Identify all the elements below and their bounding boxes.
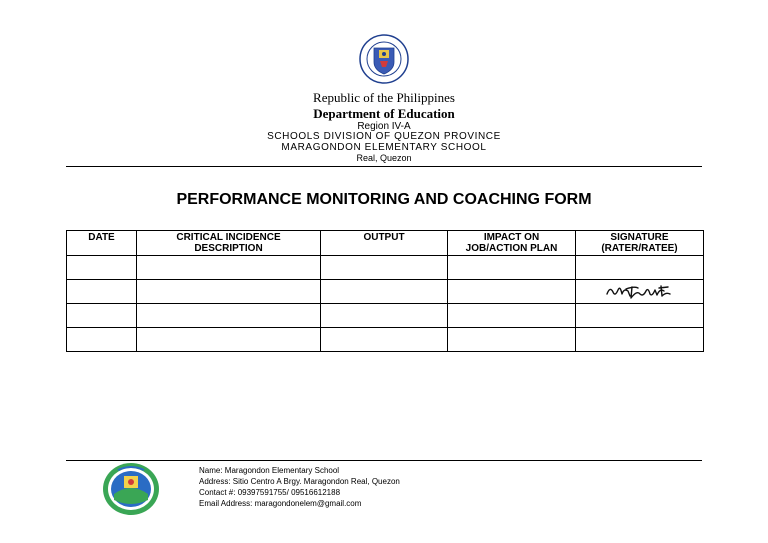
region-label: Region IV-A (357, 121, 411, 132)
deped-seal-logo (359, 34, 409, 84)
table-header-row (67, 231, 704, 256)
school-address-line: Address: Sitio Centro A Brgy. Maragondon Real, Quezon (199, 477, 400, 486)
footer-divider (66, 460, 702, 461)
output-cell[interactable] (321, 256, 448, 280)
date-cell[interactable] (67, 328, 137, 352)
column-header-line: SIGNATURE (610, 232, 669, 243)
column-header-critical-incidence (137, 231, 321, 256)
monitoring-table (66, 230, 704, 352)
output-cell[interactable] (321, 328, 448, 352)
republic-heading: Republic of the Philippines (313, 90, 455, 105)
output-cell[interactable] (321, 280, 448, 304)
school-label: MARAGONDON ELEMENTARY SCHOOL (281, 142, 487, 153)
column-header-output (321, 231, 448, 256)
table-row (67, 280, 704, 304)
column-header-signature (576, 231, 704, 256)
column-header-impact (448, 231, 576, 256)
description-cell[interactable] (137, 280, 321, 304)
column-header-line: JOB/ACTION PLAN (465, 243, 558, 254)
column-header-line: DESCRIPTION (194, 243, 263, 254)
form-title: PERFORMANCE MONITORING AND COACHING FORM (176, 191, 592, 208)
column-header-line: CRITICAL INCIDENCE (176, 232, 281, 243)
handwritten-signature-icon (604, 282, 676, 302)
school-contact-line: Contact #: 09397591755/ 09516612188 (199, 488, 341, 497)
school-contact-block (199, 465, 400, 509)
column-header-line: OUTPUT (363, 232, 405, 243)
school-email-line: Email Address: maragondonelem@gmail.com (199, 499, 362, 508)
department-heading: Department of Education (313, 106, 455, 121)
division-label: SCHOOLS DIVISION OF QUEZON PROVINCE (267, 131, 501, 142)
signature-cell[interactable] (576, 304, 704, 328)
column-header-date (67, 231, 137, 256)
output-cell[interactable] (321, 304, 448, 328)
date-cell[interactable] (67, 256, 137, 280)
impact-cell[interactable] (448, 304, 576, 328)
signature-cell[interactable] (576, 328, 704, 352)
impact-cell[interactable] (448, 256, 576, 280)
column-header-line: DATE (88, 232, 115, 243)
table-row (67, 304, 704, 328)
date-cell[interactable] (67, 280, 137, 304)
signature-cell[interactable] (576, 280, 704, 304)
description-cell[interactable] (137, 328, 321, 352)
signature-cell[interactable] (576, 256, 704, 280)
column-header-line: (RATER/RATEE) (601, 243, 678, 254)
header-divider (66, 166, 702, 167)
description-cell[interactable] (137, 256, 321, 280)
impact-cell[interactable] (448, 328, 576, 352)
description-cell[interactable] (137, 304, 321, 328)
school-name-line: Name: Maragondon Elementary School (199, 466, 340, 475)
column-header-line: IMPACT ON (483, 232, 540, 243)
date-cell[interactable] (67, 304, 137, 328)
location-label: Real, Quezon (356, 153, 412, 163)
table-row (67, 256, 704, 280)
table-row (67, 328, 704, 352)
impact-cell[interactable] (448, 280, 576, 304)
school-logo (102, 462, 160, 516)
